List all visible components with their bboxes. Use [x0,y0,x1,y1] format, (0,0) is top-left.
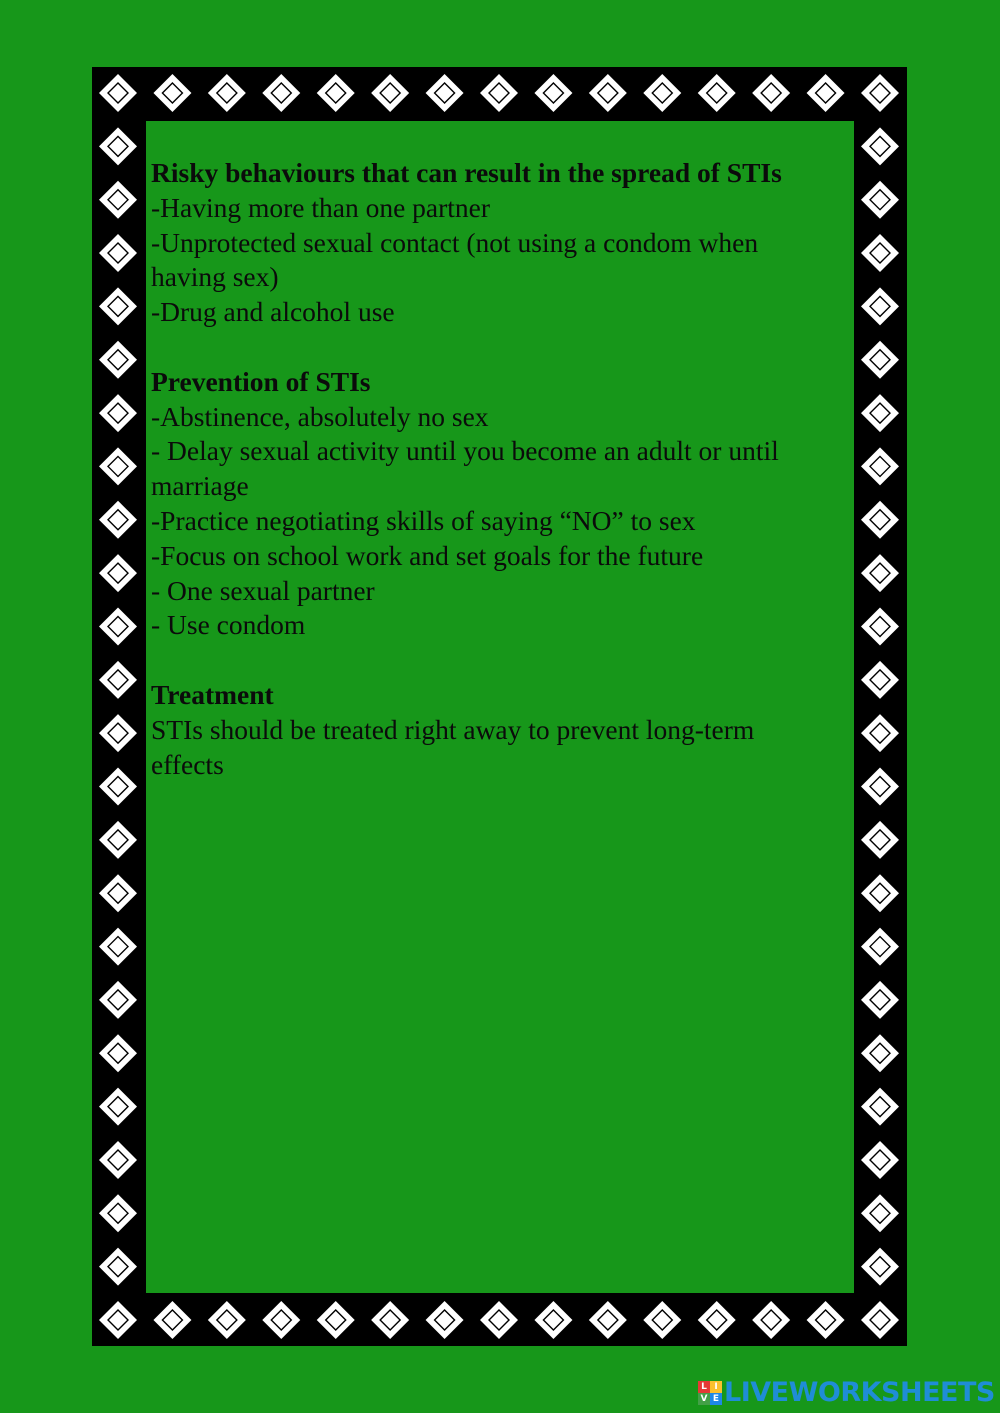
text-line: -Abstinence, absolutely no sex [151,400,489,432]
text-line: - Use condom [151,609,306,641]
text-line: - One sexual partner [151,574,375,606]
logo-letter: V [698,1393,710,1405]
logo-mark-icon [698,1381,722,1405]
logo-letter: E [710,1393,722,1405]
liveworksheets-logo[interactable] [698,1378,995,1408]
section-title: Prevention of STIs [151,365,371,397]
logo-letter: I [710,1381,722,1393]
section-treatment [151,678,851,782]
logo-text: LIVEWORKSHEETS [724,1377,995,1408]
logo-letter: L [698,1381,710,1393]
text-line: -Unprotected sexual contact (not using a condom when [151,226,759,258]
text-line: -Having more than one partner [151,191,491,223]
section-prevention [151,365,851,643]
section-title: Treatment [151,678,274,710]
section-spacer [151,330,851,365]
section-risky-behaviours [151,156,851,330]
section-spacer [151,643,851,678]
text-line: marriage [151,470,249,502]
text-line: -Focus on school work and set goals for the future [151,539,704,571]
text-line: having sex) [151,261,279,293]
text-line: STIs should be treated right away to prevent long-term [151,713,755,745]
section-title: Risky behaviours that can result in the spread of STIs [151,157,782,188]
worksheet-content [151,156,851,782]
text-line: effects [151,748,224,780]
text-line: -Drug and alcohol use [151,296,395,328]
text-line: - Delay sexual activity until you become an adult or until [151,435,779,467]
text-line: -Practice negotiating skills of saying “NO” to sex [151,504,696,536]
